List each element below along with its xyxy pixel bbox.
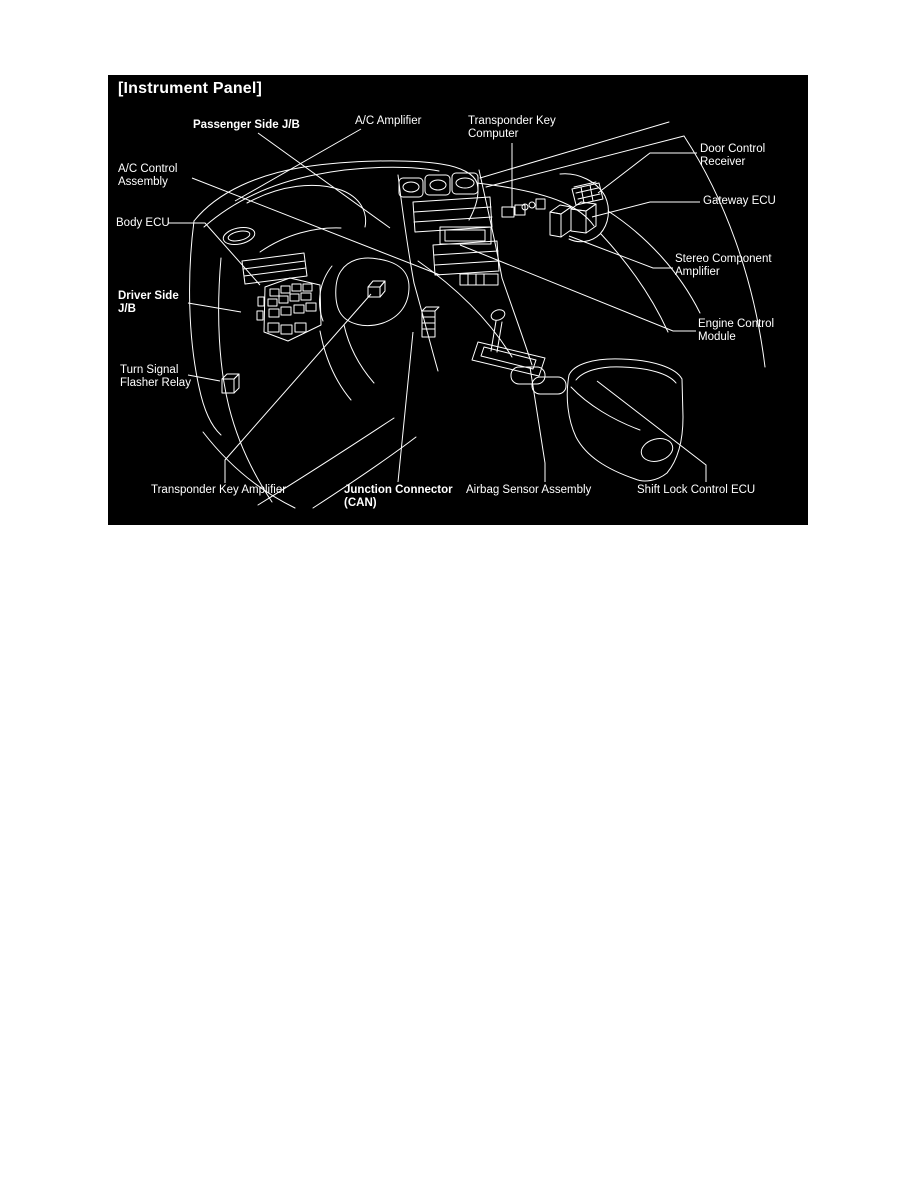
label-text: Assembly <box>118 176 168 188</box>
leader-driver-side-jb <box>188 303 241 312</box>
dashboard-art <box>190 122 765 508</box>
label-text: A/C Amplifier <box>355 115 422 127</box>
figure-title: [Instrument Panel] <box>118 80 263 97</box>
label-text: Transponder Key Amplifier <box>151 484 287 496</box>
label-gateway-ecu <box>703 195 776 208</box>
leader-junction-connector-can <box>398 332 413 482</box>
label-passenger-side-jb <box>193 119 300 132</box>
label-text: A/C Control <box>118 163 178 175</box>
label-transponder-key-computer <box>468 115 556 141</box>
label-driver-side-jb <box>118 290 179 316</box>
leader-passenger-side-jb <box>258 133 390 228</box>
label-body-ecu <box>116 217 170 230</box>
leader-turn-signal-flasher-relay <box>188 375 220 381</box>
label-text: Body ECU <box>116 217 170 229</box>
leader-door-control-receiver <box>598 153 697 193</box>
label-text: Amplifier <box>675 266 720 278</box>
leader-engine-control-module <box>460 245 696 331</box>
label-text: Module <box>698 331 736 343</box>
label-text: Door Control <box>700 143 766 155</box>
leader-shift-lock-control-ecu <box>597 381 706 482</box>
label-text: Stereo Component <box>675 253 772 265</box>
label-ac-amplifier <box>355 115 421 128</box>
label-junction-connector-can <box>344 484 453 510</box>
label-shift-lock-control-ecu <box>637 484 755 497</box>
label-text: Driver Side <box>118 290 179 302</box>
label-text: Transponder Key <box>468 115 556 127</box>
label-text: Passenger Side J/B <box>193 119 300 131</box>
label-door-control-receiver <box>700 143 765 169</box>
instrument-panel-figure <box>108 75 808 525</box>
label-ac-control-assembly <box>118 163 177 189</box>
label-text: (CAN) <box>344 497 377 509</box>
label-engine-control-module <box>698 318 774 344</box>
leader-transponder-key-amplifier <box>225 294 371 483</box>
label-text: Computer <box>468 128 519 140</box>
label-text: J/B <box>118 303 136 315</box>
leader-ac-control-assembly <box>192 178 440 275</box>
label-airbag-sensor-assembly <box>466 484 591 497</box>
label-text: Turn Signal <box>120 364 179 376</box>
label-transponder-key-amplifier <box>151 484 286 497</box>
label-stereo-component-amplifier <box>675 253 772 279</box>
label-text: Gateway ECU <box>703 195 776 207</box>
label-text: Receiver <box>700 156 746 168</box>
label-text: Airbag Sensor Assembly <box>466 484 592 496</box>
label-turn-signal-flasher-relay <box>120 364 191 390</box>
label-text: Engine Control <box>698 318 775 330</box>
label-text: Shift Lock Control ECU <box>637 484 756 496</box>
label-text: Flasher Relay <box>120 377 191 389</box>
label-text: Junction Connector <box>344 484 453 496</box>
